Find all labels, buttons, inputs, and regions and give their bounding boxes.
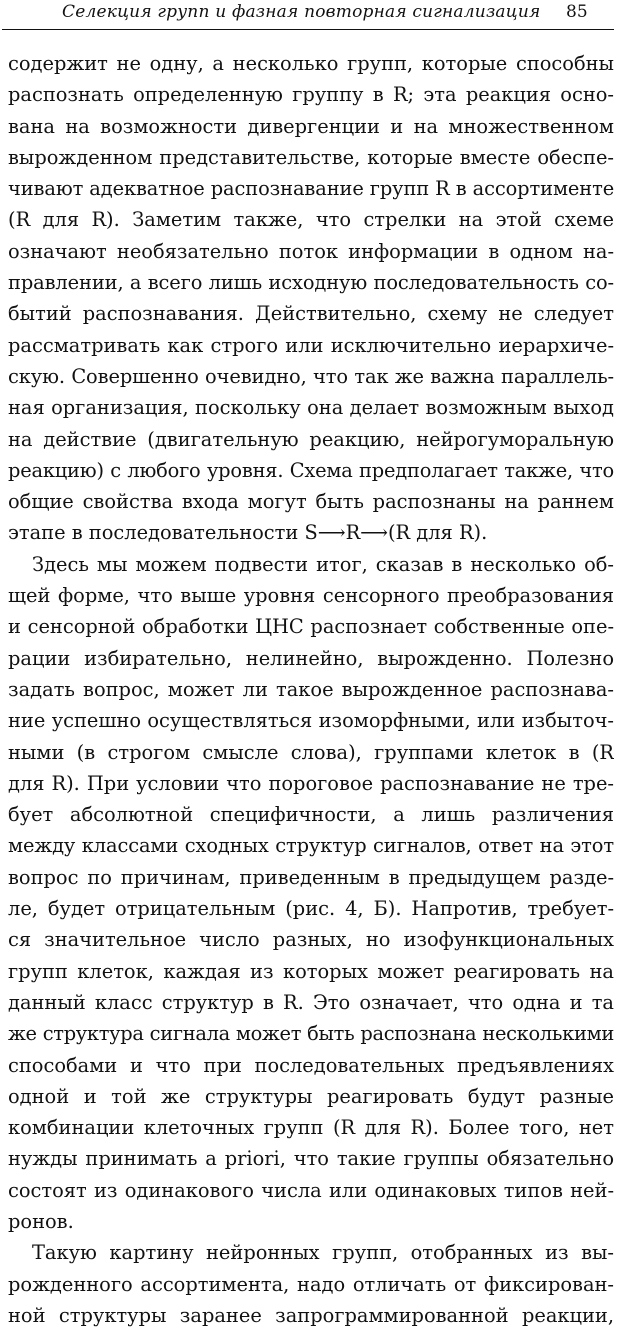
text-line: Здесь мы можем подвести итог, сказав в несколько об- (32, 552, 614, 576)
text-line: ронов. (8, 1209, 74, 1233)
text-line: (R для R). Заметим также, что стрелки на этой схеме (8, 208, 614, 232)
text-line: данный класс структур в R. Это означает, что одна и та (8, 990, 614, 1014)
text-line: скую. Совершенно очевидно, что так же важна параллель- (8, 364, 614, 388)
text-line: общие свойства входа могут быть распознаны на раннем (8, 490, 614, 514)
text-line: рожденного ассортимента, надо отличать от фиксирован- (8, 1272, 614, 1296)
text-line: содержит не одну, а несколько групп, которые способны (8, 52, 614, 75)
text-line: нужды принимать a priori, что такие группы обязательно (8, 1147, 614, 1171)
text-line: рации избирательно, нелинейно, вырожденно. Полезно (8, 646, 614, 670)
text-line: и сенсорной обработки ЦНС распознает собственные опе- (8, 615, 614, 639)
text-line: означают необязательно поток информации в одном на- (8, 239, 614, 263)
text-line: задать вопрос, может ли такое вырожденное распознава- (8, 677, 614, 701)
running-title: Селекция групп и фазная повторная сигнализация (62, 2, 541, 22)
text-line: групп клеток, каждая из которых может реагировать на (8, 959, 614, 983)
text-line: одной и той же структуры реагировать будут разные (8, 1084, 614, 1108)
text-line: состоят из одинакового числа или одинаковых типов ней- (8, 1178, 614, 1202)
text-line: рассматривать как строго или исключительно иерархиче- (8, 333, 614, 357)
body-text (8, 48, 614, 1331)
text-line: бует абсолютной специфичности, а лишь различения (8, 803, 614, 827)
text-line: для R). При условии что пороговое распознавание не тре- (8, 771, 614, 795)
header-rule (2, 29, 614, 30)
text-line: способами и что при последовательных предъявлениях (8, 1053, 614, 1077)
text-line: ние успешно осуществляться изоморфными, или избыточ- (8, 709, 614, 733)
text-line: ная организация, поскольку она делает возможным выход (8, 396, 614, 420)
text-line: Такую картину нейронных групп, отобранных из вы- (32, 1241, 614, 1265)
page-number: 85 (566, 2, 588, 22)
paragraph-2 (8, 549, 614, 1238)
paragraph-3 (8, 1237, 614, 1331)
page-header (0, 0, 620, 40)
text-line: вырожденном представительстве, которые вместе обеспе- (8, 145, 614, 169)
text-line: этапе в последовательности S⟶R⟶(R для R). (8, 521, 488, 545)
text-line: комбинации клеточных групп (R для R). Более того, нет (8, 1116, 614, 1140)
text-line: вана на возможности дивергенции и на множественном (8, 114, 614, 138)
text-line: реакцию) с любого уровня. Схема предполагает также, что (8, 458, 614, 482)
text-line: ле, будет отрицательным (рис. 4, Б). Напротив, требует- (8, 897, 614, 921)
paragraph-1 (8, 48, 614, 549)
text-line: ными (в строгом смысле слова), группами клеток в (R (8, 740, 614, 764)
text-line: чивают адекватное распознавание групп R в ассортименте (8, 177, 614, 201)
text-line: между классами сходных структур сигналов, ответ на этот (8, 834, 614, 858)
text-line: же структура сигнала может быть распознана несколькими (8, 1022, 614, 1046)
text-line: ся значительное число разных, но изофункциональных (8, 928, 614, 952)
text-line: на действие (двигательную реакцию, нейрогуморальную (8, 427, 614, 451)
text-line: правлении, а всего лишь исходную последовательность со- (8, 271, 614, 295)
text-line: бытий распознавания. Действительно, схему не следует (8, 302, 614, 326)
text-line: щей форме, что выше уровня сенсорного преобразования (8, 584, 614, 608)
text-line: вопрос по причинам, приведенным в предыдущем разде- (8, 865, 614, 889)
text-line: ной структуры заранее запрограммированной реакции, (8, 1303, 614, 1327)
text-line: распознать определенную группу в R; эта реакция осно- (8, 83, 614, 107)
